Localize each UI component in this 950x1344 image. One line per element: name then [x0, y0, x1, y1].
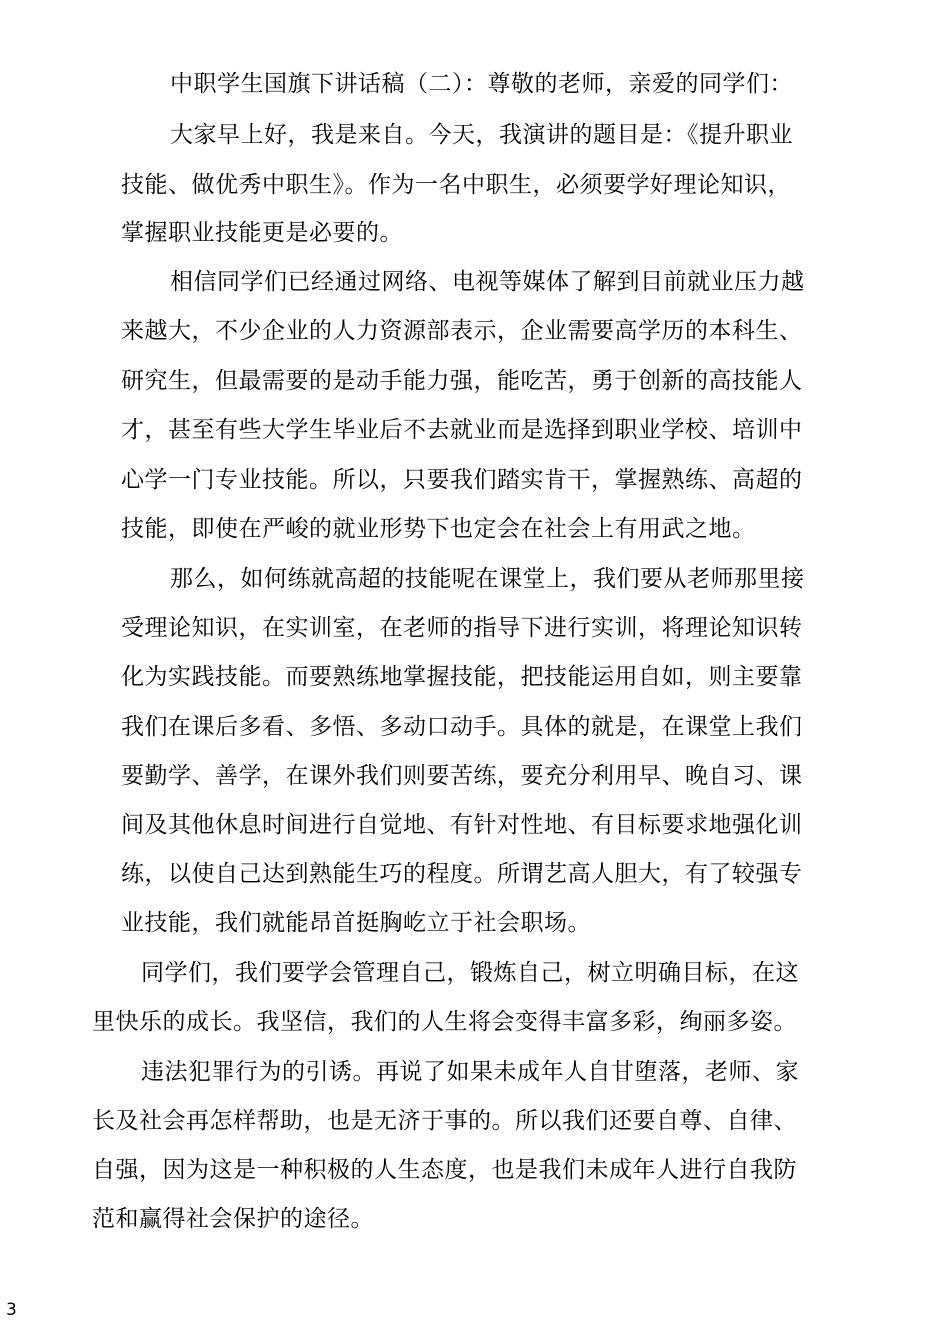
text-line: 中职学生国旗下讲话稿（二）：尊敬的老师，亲爱的同学们：	[170, 71, 793, 97]
text-line: 我们在课后多看、多悟、多动口动手。具体的就是，在课堂上我们	[121, 714, 803, 740]
text-line: 里快乐的成长。我坚信，我们的人生将会变得丰富多彩，绚丽多姿。	[92, 1009, 797, 1035]
text-line: 范和赢得社会保护的途径。	[92, 1206, 374, 1232]
text-line: 相信同学们已经通过网络、电视等媒体了解到目前就业压力越	[170, 269, 805, 295]
text-line: 大家早上好，我是来自。今天，我演讲的题目是：《提升职业	[170, 122, 793, 148]
text-line: 技能，即使在严峻的就业形势下也定会在社会上有用武之地。	[121, 516, 756, 542]
text-line: 那么，如何练就高超的技能呢在课堂上，我们要从老师那里接	[170, 566, 805, 592]
text-line: 自强，因为这是一种积极的人生态度，也是我们未成年人进行自我防	[92, 1157, 797, 1183]
text-line: 掌握职业技能更是必要的。	[121, 220, 403, 246]
text-line: 违法犯罪行为的引诱。再说了如果未成年人自甘堕落，老师、家	[141, 1059, 799, 1085]
text-line: 间及其他休息时间进行自觉地、有针对性地、有目标要求地强化训	[121, 812, 803, 838]
text-line: 受理论知识，在实训室，在老师的指导下进行实训，将理论知识转	[121, 615, 803, 641]
text-line: 要勤学、善学，在课外我们则要苦练，要充分利用早、晚自习、课	[121, 763, 803, 789]
text-line: 心学一门专业技能。所以，只要我们踏实肯干，掌握熟练、高超的	[121, 467, 803, 493]
text-line: 业技能，我们就能昂首挺胸屹立于社会职场。	[121, 910, 591, 936]
text-line: 研究生，但最需要的是动手能力强，能吃苦，勇于创新的高技能人	[121, 368, 803, 394]
page-number: 3	[6, 1300, 17, 1320]
text-line: 化为实践技能。而要熟练地掌握技能，把技能运用自如，则主要靠	[121, 664, 803, 690]
text-line: 才，甚至有些大学生毕业后不去就业而是选择到职业学校、培训中	[121, 417, 803, 443]
text-line: 技能、做优秀中职生》。作为一名中职生，必须要学好理论知识，	[121, 172, 791, 198]
text-line: 练，以使自己达到熟能生巧的程度。所谓艺高人胆大，有了较强专	[121, 861, 803, 887]
text-line: 同学们，我们要学会管理自己，锻炼自己，树立明确目标，在这	[141, 960, 799, 986]
text-line: 长及社会再怎样帮助，也是无济于事的。所以我们还要自尊、自律、	[92, 1108, 797, 1134]
text-line: 来越大，不少企业的人力资源部表示，企业需要高学历的本科生、	[121, 318, 803, 344]
